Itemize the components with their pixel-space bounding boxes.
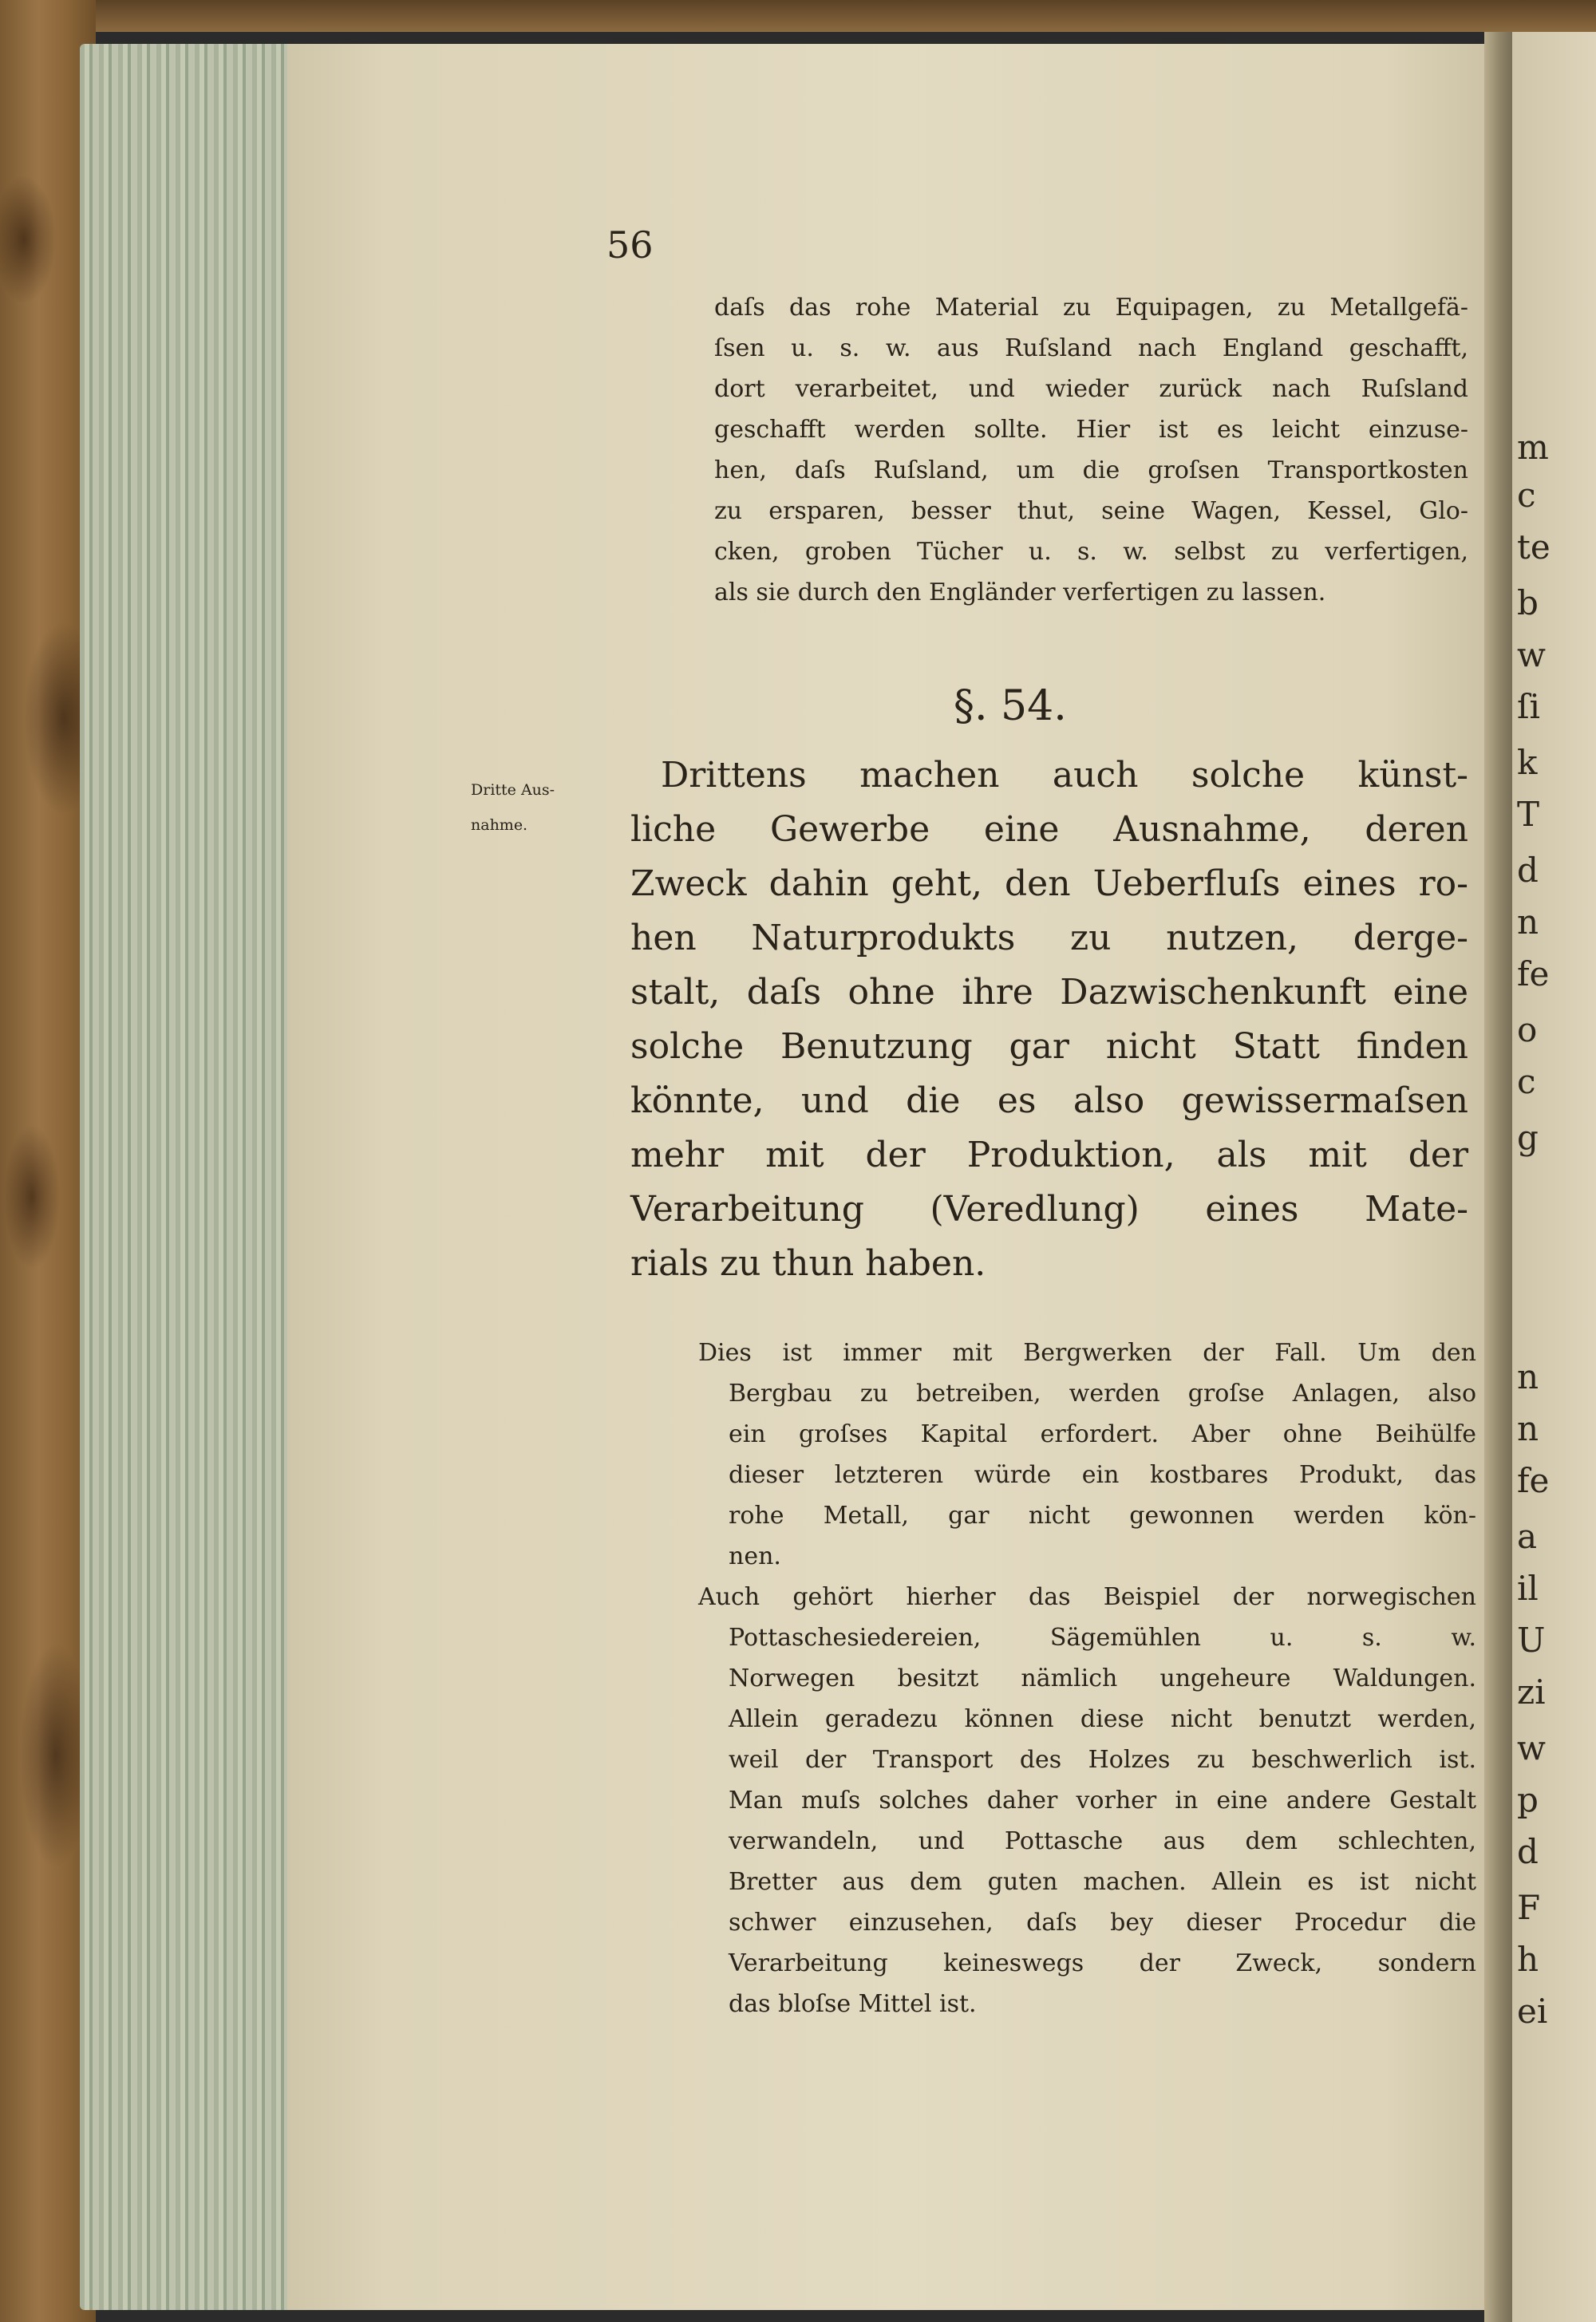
text-line: Verarbeitung (Veredlung) eines Mate-: [630, 1189, 1468, 1230]
margin-note-line: nahme.: [471, 816, 528, 834]
text-line: rohe Metall, gar nicht gewonnen werden kön-: [729, 1502, 1476, 1530]
text-line: Man muſs solches daher vorher in eine andere Gestalt: [729, 1787, 1476, 1815]
facing-page-fragment: U: [1517, 1621, 1546, 1660]
text-line: Pottaschesiedereien, Sägemühlen u. s. w.: [729, 1624, 1476, 1652]
text-line: daſs das rohe Material zu Equipagen, zu Metallgefä-: [714, 294, 1468, 322]
text-line: ſsen u. s. w. aus Ruſsland nach England geschafft,: [714, 334, 1468, 362]
text-line: Norwegen besitzt nämlich ungeheure Waldungen.: [729, 1664, 1476, 1692]
text-line: zu ersparen, besser thut, seine Wagen, Kessel, Glo-: [714, 497, 1468, 525]
main-paragraph: [630, 748, 1468, 1291]
book-gutter: [1484, 32, 1516, 2322]
text-line: Drittens machen auch solche künst-: [661, 755, 1468, 796]
facing-page-fragment: ſi: [1517, 687, 1540, 726]
margin-note-line: Dritte Aus-: [471, 781, 555, 799]
text-line: hen Naturprodukts zu nutzen, derge-: [630, 918, 1468, 958]
margin-note: [471, 772, 622, 843]
facing-page-fragment: h: [1517, 1940, 1539, 1979]
facing-page-fragment: n: [1517, 1409, 1539, 1448]
text-line: verwandeln, und Pottasche aus dem schlechten,: [729, 1827, 1476, 1855]
facing-page-fragment: k: [1517, 743, 1538, 782]
facing-page-fragment: a: [1517, 1517, 1538, 1556]
text-line: liche Gewerbe eine Ausnahme, deren: [630, 809, 1468, 850]
text-line: Zweck dahin geht, den Ueberfluſs eines ro-: [630, 863, 1468, 904]
facing-page: [1512, 32, 1596, 2322]
facing-page-fragment: fe: [1517, 954, 1550, 993]
note-section: [698, 1333, 1476, 2024]
text-line: Bergbau zu betreiben, werden groſse Anlagen, also: [729, 1380, 1476, 1408]
facing-page-fragment: m: [1517, 428, 1549, 467]
facing-page-fragment: c: [1517, 1062, 1536, 1101]
facing-page-fragment: w: [1517, 1728, 1546, 1767]
text-line: ein groſses Kapital erfordert. Aber ohne Beihülfe: [729, 1420, 1476, 1448]
text-line: solche Benutzung gar nicht Statt finden: [630, 1026, 1468, 1067]
text-line: geschafft werden sollte. Hier ist es leicht einzuse-: [714, 416, 1468, 444]
text-line: Dies ist immer mit Bergwerken der Fall. Um den: [698, 1339, 1476, 1367]
text-line: Bretter aus dem guten machen. Allein es ist nicht: [729, 1868, 1476, 1896]
note-paragraph: [698, 1333, 1476, 1577]
text-line: könnte, und die es also gewissermaſsen: [630, 1080, 1468, 1121]
facing-page-fragment: g: [1517, 1118, 1539, 1157]
facing-page-fragment: n: [1517, 1357, 1539, 1396]
facing-page-fragment: n: [1517, 902, 1539, 942]
text-line: hen, daſs Ruſsland, um die groſsen Transportkosten: [714, 456, 1468, 484]
text-line: dort verarbeitet, und wieder zurück nach Ruſsland: [714, 375, 1468, 403]
text-line: Allein geradezu können diese nicht benutzt werden,: [729, 1705, 1476, 1733]
text-line: als sie durch den Engländer verfertigen zu lassen.: [714, 579, 1326, 606]
facing-page-fragment: T: [1517, 795, 1540, 834]
facing-page-fragment: p: [1517, 1780, 1539, 1819]
facing-page-fragment: F: [1517, 1888, 1541, 1927]
text-line: dieser letzteren würde ein kostbares Produkt, das: [729, 1461, 1476, 1489]
page-number: 56: [606, 223, 654, 267]
note-paragraph: [698, 1577, 1476, 2024]
facing-page-fragment: b: [1517, 583, 1539, 622]
text-line: das bloſse Mittel ist.: [729, 1990, 977, 2018]
book-cover-top-edge: [0, 0, 1596, 32]
text-line: weil der Transport des Holzes zu beschwerlich ist.: [729, 1746, 1476, 1774]
facing-page-fragment: c: [1517, 476, 1536, 515]
section-heading: §. 54.: [954, 682, 1067, 730]
facing-page-fragment: o: [1517, 1010, 1538, 1049]
facing-page-fragment: d: [1517, 1832, 1539, 1871]
facing-page-fragment: zi: [1517, 1672, 1546, 1712]
facing-page-fragment: il: [1517, 1569, 1539, 1608]
text-line: Auch gehört hierher das Beispiel der norwegischen: [698, 1583, 1476, 1611]
facing-page-fragment: te: [1517, 527, 1551, 567]
text-line: rials zu thun haben.: [630, 1243, 986, 1284]
text-line: stalt, daſs ohne ihre Dazwischenkunft eine: [630, 972, 1468, 1013]
continuation-paragraph: [714, 287, 1468, 613]
facing-page-fragment: d: [1517, 851, 1539, 890]
text-line: schwer einzusehen, daſs bey dieser Procedur die: [729, 1909, 1476, 1937]
text-line: cken, groben Tücher u. s. w. selbst zu verfertigen,: [714, 538, 1468, 566]
text-line: Verarbeitung keineswegs der Zweck, sondern: [729, 1949, 1476, 1977]
text-line: mehr mit der Produktion, als mit der: [630, 1135, 1468, 1175]
facing-page-fragment: fe: [1517, 1461, 1550, 1500]
text-line: nen.: [729, 1542, 781, 1570]
facing-page-fragment: w: [1517, 635, 1546, 674]
facing-page-fragment: ei: [1517, 1992, 1548, 2031]
